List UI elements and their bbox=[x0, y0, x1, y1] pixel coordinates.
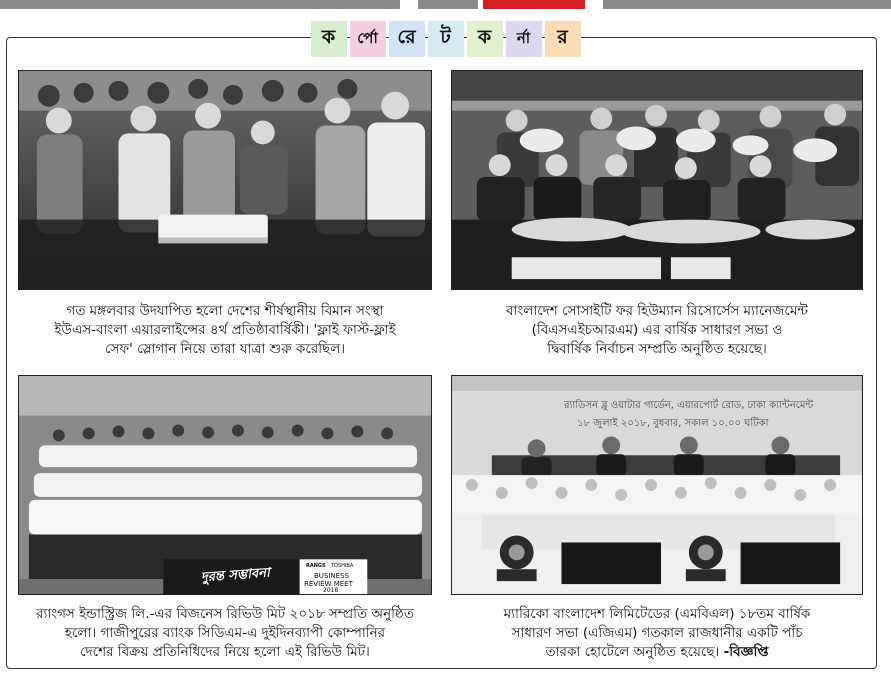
title-letter: র্পো bbox=[350, 21, 386, 57]
caption-line: ইউএস-বাংলা এয়ারলাইন্সের ৪র্থ প্রতিষ্ঠাবার্ষিকী। 'ফ্লাই ফাস্ট-ফ্লাই bbox=[54, 322, 396, 338]
caption-line: দেশের বিক্রয় প্রতিনিধিদের নিয়ে হলো এই রিভিউ মিট। bbox=[80, 644, 370, 660]
caption-line bbox=[451, 643, 863, 662]
title-letter: র bbox=[545, 21, 581, 57]
banner-title: দুরন্ত সম্ভাবনা bbox=[200, 565, 271, 586]
title-letter: র্না bbox=[506, 21, 542, 57]
section-title bbox=[0, 21, 891, 61]
caption-line: (বিএসএইচআরএম) এর বার্ষিক সাধারণ সভা ও bbox=[531, 322, 783, 338]
title-letter: ক bbox=[467, 21, 503, 57]
caption-rangs bbox=[18, 605, 432, 662]
brand-rangs: RANGS bbox=[306, 563, 326, 569]
top-rule-left bbox=[0, 0, 400, 9]
title-letter: রে bbox=[389, 21, 425, 57]
caption-anniversary bbox=[18, 302, 432, 359]
caption-hr-agm bbox=[451, 302, 863, 359]
photo-hr-agm bbox=[451, 70, 863, 290]
event-line-1: BUSINESS bbox=[314, 572, 349, 580]
caption-line: গত মঙ্গলবার উদযাপিত হলো দেশের শীর্ষস্থানীয় বিমান সংস্থা bbox=[66, 303, 384, 319]
caption-line: বাংলাদেশ সোসাইটি ফর হিউম্যান রিসোর্সেস ম্যানেজমেন্ট bbox=[506, 303, 808, 319]
press-release-credit: -বিজ্ঞপ্তি bbox=[723, 644, 769, 660]
title-letter: ট bbox=[428, 21, 464, 57]
venue-line: র‌্যাডিসন ব্লু ওয়াটার গার্ডেন, এয়ারপোর্ট রোড, ঢাকা ক্যান্টনমেন্ট bbox=[564, 400, 814, 411]
caption-line: হলো। গাজীপুরের ব্যাংক সিডিএম-এ দুইদিনব্যাপী কোম্পানির bbox=[64, 625, 386, 641]
brand-toshiba: TOSHIBA bbox=[331, 563, 354, 569]
caption-last-line: তারকা হোটেলে অনুষ্ঠিত হয়েছে। bbox=[545, 644, 720, 660]
title-letter: ক bbox=[311, 21, 347, 57]
caption-line: দ্বিবার্ষিক নির্বাচন সম্প্রতি অনুষ্ঠিত হয়েছে। bbox=[547, 341, 767, 357]
date-line: ১৮ জুলাই ২০১৮, বুধবার, সকাল ১০.০০ ঘটিকা bbox=[577, 418, 769, 429]
caption-line: সেফ' স্লোগান নিয়ে তারা যাত্রা শুরু করেছিল। bbox=[104, 341, 346, 357]
top-rule-right bbox=[603, 0, 891, 9]
event-line-2: REVIEW MEET bbox=[304, 580, 353, 588]
caption-line: র‌্যাংগস ইন্ডাস্ট্রিজ লি.-এর বিজনেস রিভিউ মিট ২০১৮ সম্প্রতি অনুষ্ঠিত bbox=[36, 606, 414, 622]
caption-line: ম্যারিকো বাংলাদেশ লিমিটেডের (এমবিএল) ১৮তম বার্ষিক bbox=[503, 606, 811, 622]
photo-marico-agm bbox=[451, 375, 863, 595]
top-rule-mid bbox=[418, 0, 478, 9]
caption-line: সাধারণ সভা (এজিএম) গতকাল রাজধানীর একটি পাঁচ bbox=[511, 625, 803, 641]
photo-anniversary-cake bbox=[18, 70, 432, 290]
top-rule-accent bbox=[483, 0, 585, 9]
caption-marico bbox=[451, 605, 863, 662]
event-year: 2018 bbox=[323, 587, 339, 594]
photo-rangs-group bbox=[18, 375, 432, 595]
